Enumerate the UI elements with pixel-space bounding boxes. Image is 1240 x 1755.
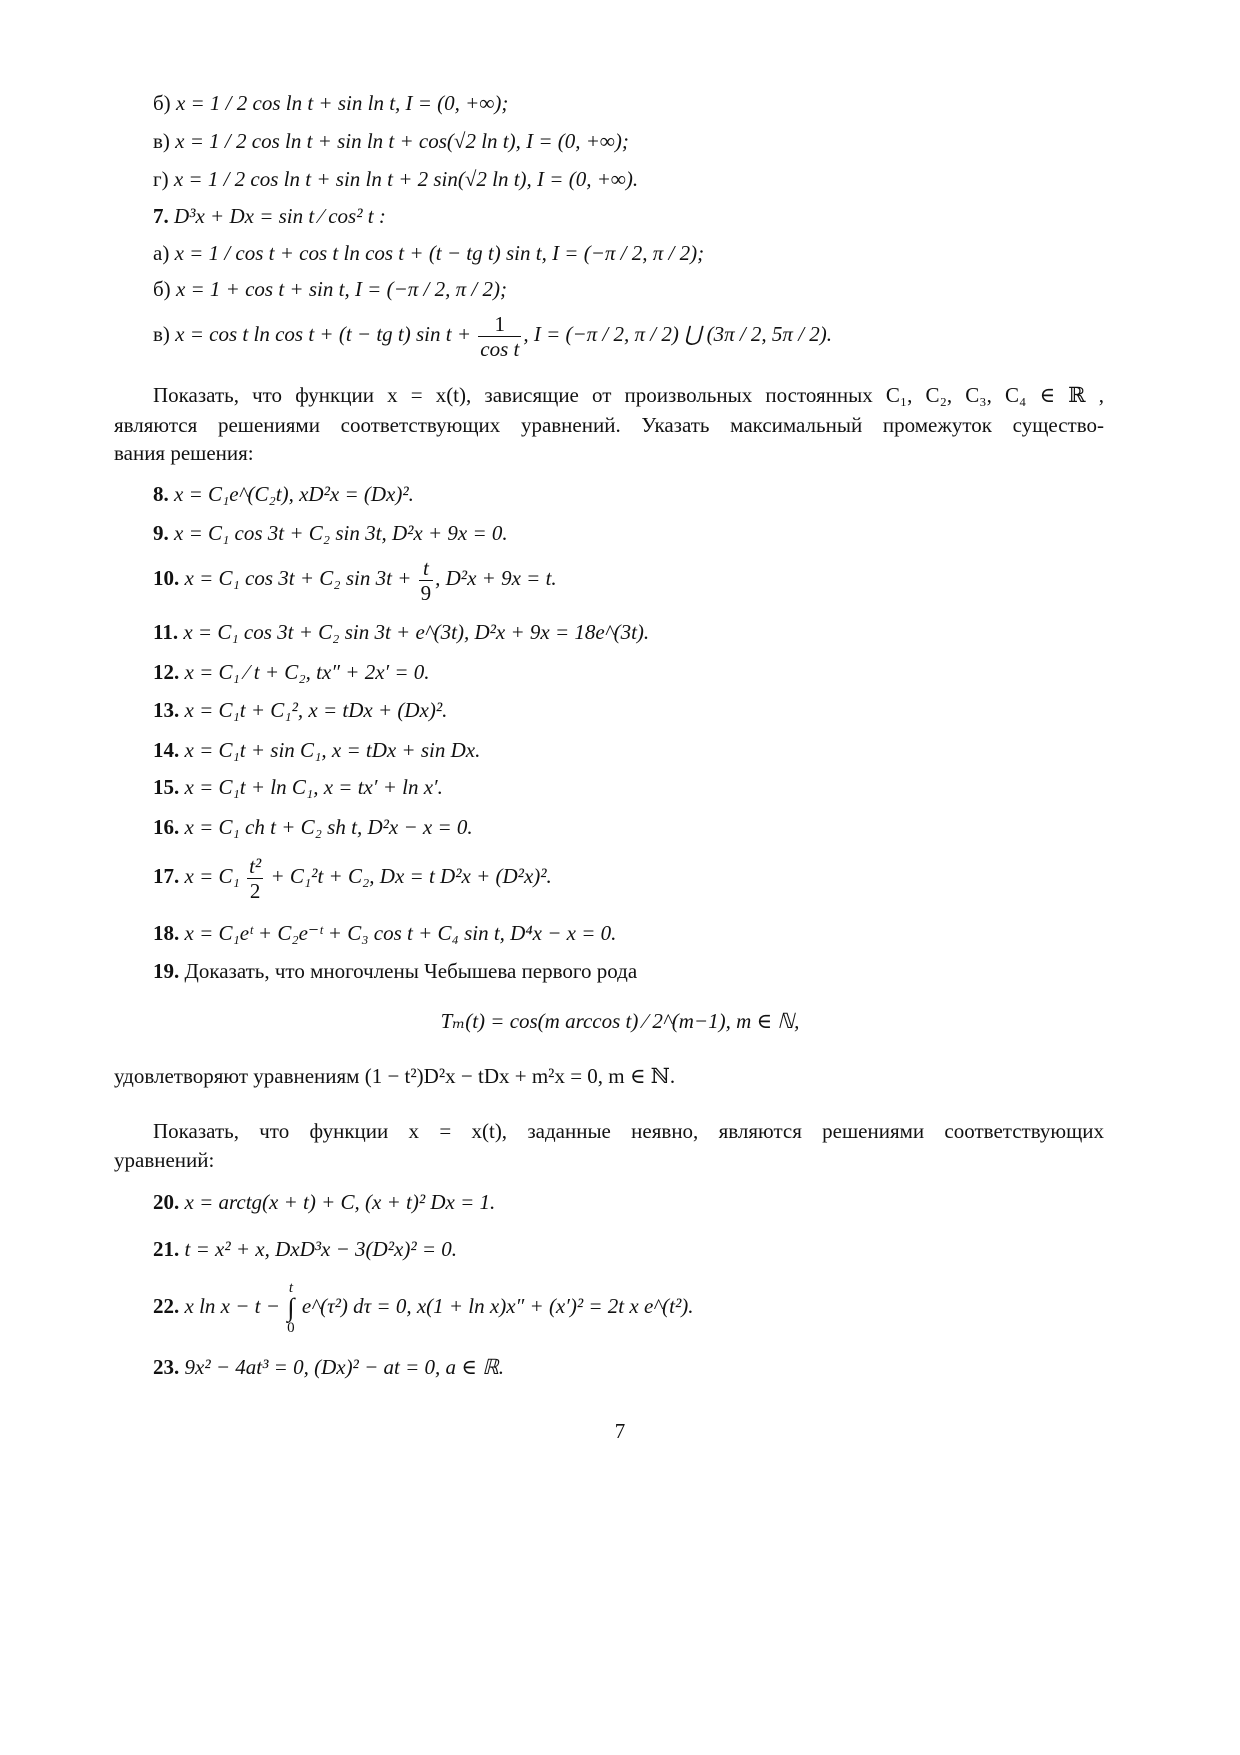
problem-8: 8. x = C₁e^(C₂t), xD²x = (Dx)². [153,482,414,506]
problem-23: 23. 9x² − 4at³ = 0, (Dx)² − at = 0, a ∈ ℝ. [153,1355,504,1379]
chebyshev-formula: Tₘ(t) = cos(m arccos t) ⁄ 2^(m−1), m ∈ ℕ, [440,1009,800,1033]
chebyshev-equation: удовлетворяют уравнениям (1 − t²)D²x − tDx + m²x = 0, m ∈ ℕ. [114,1064,676,1088]
para1-line2: являются решениями соответствующих уравнений. Указать максимальный промежуток существо- [114,413,1104,437]
problem-14: 14. x = C₁t + sin C₁, x = tDx + sin Dx. [153,738,481,762]
problem-16: 16. x = C₁ ch t + C₂ sh t, D²x − x = 0. [153,815,473,839]
page-number: 7 [614,1419,626,1443]
para2-line1: Показать, что функции x = x(t), заданные неявно, являются решениями соответствующих [153,1119,1104,1143]
problem-7: 7. D³x + Dx = sin t ⁄ cos² t : [153,204,386,228]
line-g: г) x = 1 / 2 cos ln t + sin ln t + 2 sin(√2 ln t), I = (0, +∞). [153,167,639,191]
line-a: а) x = 1 / cos t + cos t ln cos t + (t − tg t) sin t, I = (−π / 2, π / 2); [153,241,705,265]
problem-22: 22. x ln x − t − t ∫ 0 e^(τ²) dτ = 0, x(1 + ln x)x″ + (x′)² = 2t x e^(t²). [153,1280,694,1337]
problem-10: 10. x = C₁ cos 3t + C₂ sin 3t + $\frac{t}{9}$ , D²x + 9x = t. [153,555,557,605]
integral-sign: t ∫ 0 [287,1280,295,1337]
problem-11: 11. x = C₁ cos 3t + C₂ sin 3t + e^(3t), D²x + 9x = 18e^(3t). [153,620,650,644]
para2-line2: уравнений: [114,1148,215,1172]
fraction: $\frac{t}{9}$ [420,555,432,605]
problem-21: 21. t = x² + x, DxD³x − 3(D²x)² = 0. [153,1237,458,1261]
problem-13: 13. x = C₁t + C₁², x = tDx + (Dx)². [153,698,448,722]
problem-18: 18. x = C₁eᵗ + C₂e⁻ᵗ + C₃ cos t + C₄ sin t, D⁴x − x = 0. [153,921,617,945]
problem-20: 20. x = arctg(x + t) + C, (x + t)² Dx = 1. [153,1190,496,1214]
para1-line3: вания решения: [114,441,254,465]
problem-15: 15. x = C₁t + ln C₁, x = tx′ + ln x′. [153,775,443,799]
line-v2: в) x = cos t ln cos t + (t − tg t) sin t + $\frac{1}{\text{cos t}}$ , I = (−π / 2, π / 2) ⋃ (3π / 2, 5π / 2). [153,311,833,361]
fraction: $\frac{1}{\text{cos t}}$ [480,311,520,361]
line-v: в) x = 1 / 2 cos ln t + sin ln t + cos(√2 ln t), I = (0, +∞); [153,129,629,153]
problem-9: 9. x = C₁ cos 3t + C₂ sin 3t, D²x + 9x = 0. [153,521,508,545]
para1-line1: Показать, что функции x = x(t), зависящие от произвольных постоянных C₁, C₂, C₃, C₄ ∈ ℝ , [153,383,1104,407]
fraction: $\frac{\text{t²}}{2}$ [249,853,262,903]
problem-17: 17. x = C₁ $\frac{\text{t²}}{2}$ + C₁²t + C₂, Dx = t D²x + (D²x)². [153,853,552,903]
line-b2: б) x = 1 + cos t + sin t, I = (−π / 2, π / 2); [153,277,507,301]
line-b: б) x = 1 / 2 cos ln t + sin ln t, I = (0, +∞); [153,91,509,115]
problem-19: 19. Доказать, что многочлены Чебышева первого рода [153,959,638,983]
problem-12: 12. x = C₁ ⁄ t + C₂, tx″ + 2x′ = 0. [153,660,430,684]
